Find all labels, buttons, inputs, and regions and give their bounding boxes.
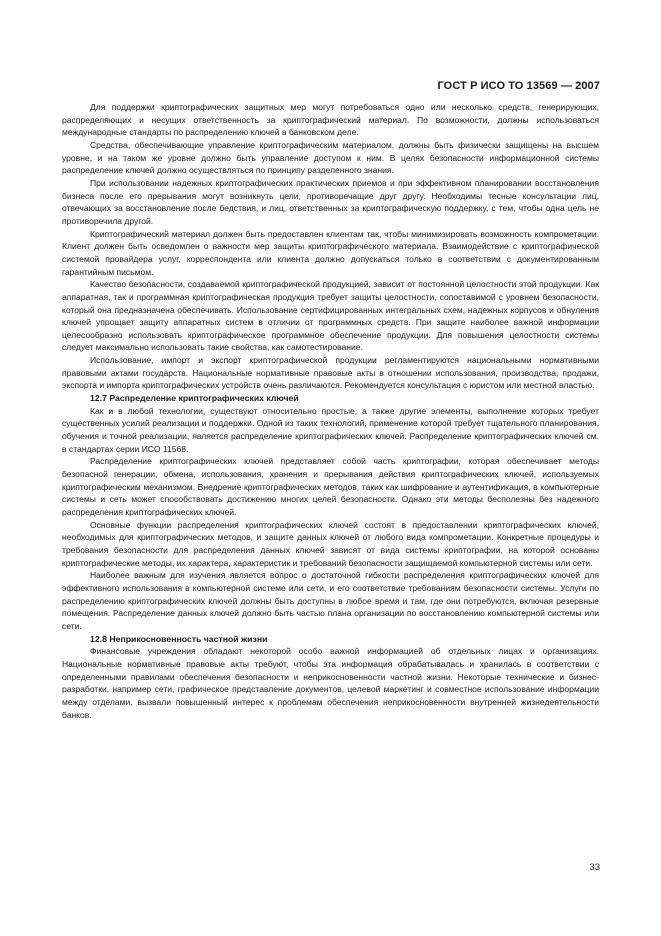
section-number: 12.8 xyxy=(90,633,107,644)
section-heading-12-7 xyxy=(62,392,599,405)
paragraph: При использовании надежных криптографических практических приемов и при эффективном планировании восстановления бизнеса после его прерывания могут возникнуть цели, противоречащие друг другу. Необходимы тесные консультации лиц, отвечающих за восстановление после бедствия, и лиц, ответственных за криптографическую поддержку, с тем, чтобы одна цель не противоречила другой. xyxy=(62,177,599,226)
document-body xyxy=(62,101,599,721)
paragraph: Как и в любой технологии, существуют относительно простые, а также другие элементы, выполнение которых требует существенных усилий реализации и поддержки. Одной из таких технологий, применение которой требует тщательного планирования, обучения и точной реализации, является распределение криптографических ключей. Распределение криптографических ключей см. в стандартах серии ИСО 11568. xyxy=(62,405,599,454)
paragraph: Наиболее важным для изучения является вопрос о достаточной гибкости распределения криптографических ключей для эффективного использования в компьютерной системе или сети, и его соответствие требованиям безопасности системы. Услуги по распределению криптографических ключей должны быть доступны в любое время и там, где они потребуются, включая резервные помещения. Распределение данных ключей должно быть частью плана организации по восстановлению компьютерной системы или сети. xyxy=(62,570,599,631)
paragraph: Финансовые учреждения обладают некоторой особо важной информацией об отдельных лицах и организациях. Национальные нормативные правовые акты требуют, чтобы эта информация обрабатывалась и хранилась в соответствии с определенными правилами обеспечения безопасности и неприкосновенности частной жизни. Некоторые технические и бизнес-разработки, например сети, графическое представление документов, целевой маркетинг и совместное использование информации между отделами, вызвали повышенный интерес к проблемам обеспечения неприкосновенности внутренней жизнедеятельности банков. xyxy=(62,646,599,720)
paragraph: Для поддержки криптографических защитных мер могут потребоваться одно или несколько средств, генерирующих, распределяющих и несущих ответственность за криптографический материал. По возможности, должны использоваться международные стандарты по распределению ключей в банковском деле. xyxy=(62,102,599,138)
paragraph: Использование, импорт и экспорт криптографической продукции регламентируются национальными нормативными правовыми актами государств. Национальные нормативные правовые акты в отношении использования, производства, продажи, экспорта и импорта криптографических устройств очень различаются. Рекомендуется консультация с юристом или местной властью. xyxy=(62,355,599,391)
section-title: Распределение криптографических ключей xyxy=(109,393,299,404)
paragraph: Средства, обеспечивающие управление криптографическим материалом, должны быть физически защищены на высшем уровне, и на таком же уровне должно быть управление доступом к ним. В целях безопасности информационной системы распределение ключей должно осуществляться по принципу разделенного знания. xyxy=(62,139,599,176)
paragraph: Криптографический материал должен быть предоставлен клиентам так, чтобы минимизировать возможность компрометации. Клиент должен быть осведомлен о важности мер защиты криптографического материала. Взаимодействие с криптографической системой провайдера услуг, корреспондента или клиента должно допускаться только в соответствии с документированным гарантийным письмом. xyxy=(62,228,599,277)
section-title: Неприкосновенность частной жизни xyxy=(109,633,268,644)
section-heading-12-8 xyxy=(62,633,599,646)
paragraph: Основные функции распределения криптографических ключей состоят в предоставлении криптографических ключей, необходимых для криптографических методов, и защите данных ключей от любого вида компрометации. Конкретные процедуры и требования безопасности для распределения данных ключей зависят от вида системы криптографии, на которой основаны криптографические методы, их характера, характеристик и требований безопасности защищаемой компьютерной системы или сети. xyxy=(62,519,599,568)
section-number: 12.7 xyxy=(90,393,107,404)
paragraph: Качество безопасности, создаваемой криптографической продукцией, зависит от постоянной целостности этой продукции. Как аппаратная, так и программная криптографическая продукция требует защиты целостности, сопоставимой с уровнем безопасности, который она предназначена обеспечивать. Использование сертифицированных интегральных схем, надежных корпусов и обнуления ключей упрощает защиту аппаратных систем в отличии от программных средств. При защите наиболее важной информации целесообразно использовать криптографическое программное обеспечение продукции. Для повышения целостности системы следует максимально использовать такие свойства, как самотестирование. xyxy=(62,279,599,353)
document-id-header: ГОСТ Р ИСО ТО 13569 — 2007 xyxy=(437,80,600,92)
paragraph: Распределение криптографических ключей представляет собой часть криптографии, которая обеспечивает методы безопасной генерации, обмена, использования, хранения и прерывания действия криптографических ключей, используемых криптографическим механизмом. Внедрение криптографических методов, таких как шифрование и аутентификация, в компьютерные системы и сеть может способствовать достижению многих целей безопасности. Однако эти методы бесполезны без надежного распределения криптографических ключей. xyxy=(62,456,599,517)
page-number: 33 xyxy=(589,862,600,873)
